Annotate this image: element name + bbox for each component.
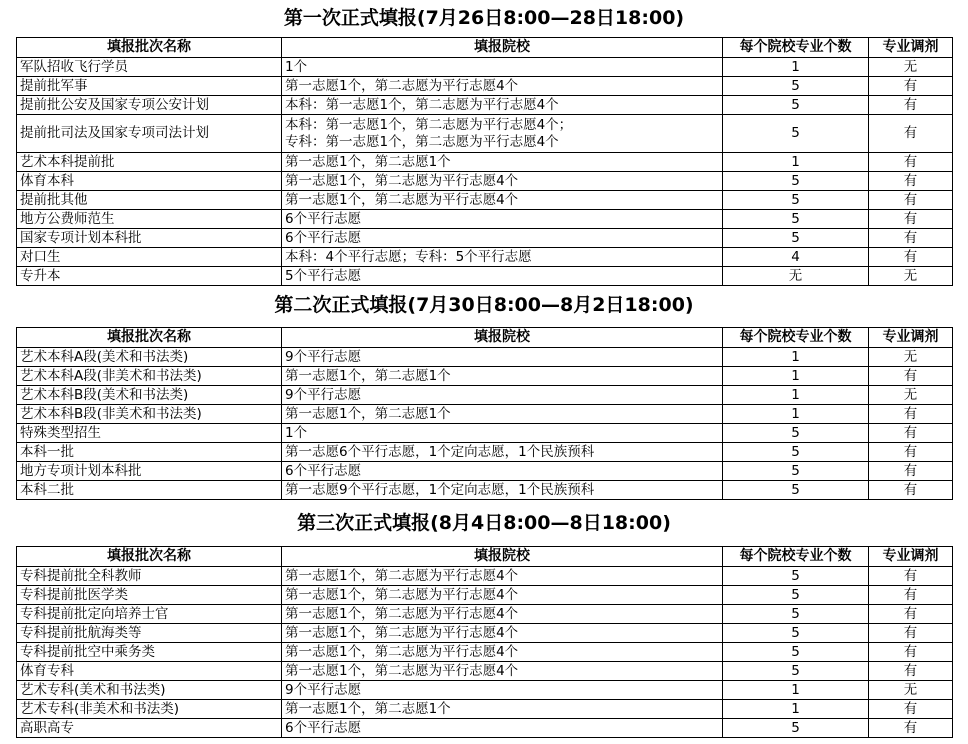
table-row [17,115,953,153]
cell-major-adjustment: 有 [869,191,953,210]
header-batch-name: 填报批次名称 [17,38,282,58]
cell-batch-name: 艺术本科A段(非美术和书法类) [17,367,282,386]
header-batch-name: 填报批次名称 [17,547,282,567]
section-2-table [16,327,953,500]
cell-schools: 本科：第一志愿1个，第二志愿为平行志愿4个 [282,96,723,115]
cell-batch-name: 地方专项计划本科批 [17,462,282,481]
header-major-adjustment: 专业调剂 [869,328,953,348]
header-schools: 填报院校 [282,328,723,348]
cell-schools: 本科：第一志愿1个，第二志愿为平行志愿4个； 专科：第一志愿1个，第二志愿为平行志愿4个 [282,115,723,153]
cell-schools: 第一志愿1个，第二志愿1个 [282,405,723,424]
table-row [17,624,953,643]
section-2-title: 第二次正式填报(7月30日8:00—8月2日18:00) [274,294,694,316]
cell-major-adjustment: 有 [869,700,953,719]
cell-schools: 9个平行志愿 [282,348,723,367]
cell-batch-name: 国家专项计划本科批 [17,229,282,248]
table-row [17,719,953,738]
cell-schools: 第一志愿1个，第二志愿为平行志愿4个 [282,643,723,662]
cell-major-adjustment: 有 [869,567,953,586]
header-major-adjustment: 专业调剂 [869,547,953,567]
section-1-title: 第一次正式填报(7月26日8:00—28日18:00) [283,7,685,29]
cell-major-adjustment: 有 [869,719,953,738]
cell-majors-per-school: 5 [723,481,869,500]
section-3-title: 第三次正式填报(8月4日8:00—8日18:00) [297,512,671,534]
header-schools: 填报院校 [282,547,723,567]
header-majors-per-school: 每个院校专业个数 [723,547,869,567]
cell-majors-per-school: 5 [723,115,869,153]
cell-batch-name: 体育专科 [17,662,282,681]
table-row [17,367,953,386]
cell-major-adjustment: 有 [869,77,953,96]
cell-major-adjustment: 有 [869,462,953,481]
cell-majors-per-school: 5 [723,719,869,738]
cell-schools: 第一志愿1个，第二志愿为平行志愿4个 [282,172,723,191]
cell-majors-per-school: 5 [723,462,869,481]
table-row [17,229,953,248]
cell-majors-per-school: 5 [723,643,869,662]
cell-batch-name: 特殊类型招生 [17,424,282,443]
cell-majors-per-school: 4 [723,248,869,267]
cell-majors-per-school: 5 [723,210,869,229]
header-majors-per-school: 每个院校专业个数 [723,328,869,348]
cell-majors-per-school: 5 [723,567,869,586]
header-batch-name: 填报批次名称 [17,328,282,348]
cell-schools: 9个平行志愿 [282,386,723,405]
cell-batch-name: 专科提前批全科教师 [17,567,282,586]
cell-batch-name: 军队招收飞行学员 [17,58,282,77]
cell-batch-name: 艺术专科(非美术和书法类) [17,700,282,719]
cell-batch-name: 艺术本科B段(美术和书法类) [17,386,282,405]
cell-major-adjustment: 有 [869,367,953,386]
cell-majors-per-school: 无 [723,267,869,286]
cell-schools: 5个平行志愿 [282,267,723,286]
header-major-adjustment: 专业调剂 [869,38,953,58]
cell-batch-name: 专科提前批医学类 [17,586,282,605]
cell-batch-name: 提前批司法及国家专项司法计划 [17,115,282,153]
cell-batch-name: 专升本 [17,267,282,286]
cell-schools: 1个 [282,424,723,443]
cell-batch-name: 体育本科 [17,172,282,191]
cell-batch-name: 对口生 [17,248,282,267]
table-row [17,153,953,172]
section-1-table [16,37,953,286]
cell-schools: 6个平行志愿 [282,462,723,481]
section-3-table [16,546,953,738]
cell-schools: 第一志愿1个，第二志愿为平行志愿4个 [282,662,723,681]
cell-batch-name: 高职高专 [17,719,282,738]
cell-majors-per-school: 5 [723,172,869,191]
header-row [17,328,953,348]
cell-major-adjustment: 有 [869,643,953,662]
cell-schools: 本科：4个平行志愿；专科：5个平行志愿 [282,248,723,267]
cell-batch-name: 艺术本科提前批 [17,153,282,172]
cell-schools: 1个 [282,58,723,77]
cell-major-adjustment: 有 [869,605,953,624]
cell-major-adjustment: 无 [869,348,953,367]
cell-batch-name: 地方公费师范生 [17,210,282,229]
table-row [17,481,953,500]
cell-major-adjustment: 无 [869,267,953,286]
cell-batch-name: 提前批其他 [17,191,282,210]
cell-major-adjustment: 有 [869,153,953,172]
cell-majors-per-school: 5 [723,605,869,624]
table-row [17,267,953,286]
cell-schools: 第一志愿1个，第二志愿为平行志愿4个 [282,191,723,210]
cell-batch-name: 提前批公安及国家专项公安计划 [17,96,282,115]
cell-major-adjustment: 有 [869,586,953,605]
table-row [17,210,953,229]
cell-major-adjustment: 有 [869,624,953,643]
table-row [17,567,953,586]
cell-schools: 第一志愿1个，第二志愿1个 [282,153,723,172]
cell-major-adjustment: 有 [869,172,953,191]
table-row [17,462,953,481]
cell-majors-per-school: 5 [723,424,869,443]
cell-major-adjustment: 有 [869,229,953,248]
table-row [17,58,953,77]
cell-schools: 6个平行志愿 [282,229,723,248]
table-row [17,643,953,662]
table-row [17,700,953,719]
cell-majors-per-school: 5 [723,191,869,210]
cell-batch-name: 艺术本科A段(美术和书法类) [17,348,282,367]
table-row [17,348,953,367]
cell-major-adjustment: 有 [869,481,953,500]
table-row [17,605,953,624]
cell-majors-per-school: 1 [723,367,869,386]
cell-majors-per-school: 1 [723,700,869,719]
table-row [17,172,953,191]
header-row [17,38,953,58]
cell-majors-per-school: 5 [723,96,869,115]
cell-majors-per-school: 1 [723,681,869,700]
cell-major-adjustment: 有 [869,96,953,115]
cell-major-adjustment: 有 [869,662,953,681]
cell-major-adjustment: 有 [869,405,953,424]
cell-majors-per-school: 1 [723,153,869,172]
table-row [17,443,953,462]
cell-schools: 第一志愿1个，第二志愿为平行志愿4个 [282,605,723,624]
cell-batch-name: 专科提前批空中乘务类 [17,643,282,662]
cell-majors-per-school: 5 [723,624,869,643]
cell-schools: 第一志愿1个，第二志愿为平行志愿4个 [282,624,723,643]
table-row [17,96,953,115]
cell-major-adjustment: 无 [869,681,953,700]
table-row [17,77,953,96]
cell-batch-name: 本科一批 [17,443,282,462]
cell-majors-per-school: 1 [723,405,869,424]
cell-batch-name: 提前批军事 [17,77,282,96]
cell-schools: 第一志愿1个，第二志愿为平行志愿4个 [282,77,723,96]
cell-majors-per-school: 1 [723,386,869,405]
header-schools: 填报院校 [282,38,723,58]
table-row [17,586,953,605]
cell-majors-per-school: 5 [723,77,869,96]
cell-major-adjustment: 无 [869,386,953,405]
cell-batch-name: 艺术专科(美术和书法类) [17,681,282,700]
cell-schools: 第一志愿6个平行志愿，1个定向志愿，1个民族预科 [282,443,723,462]
table-row [17,681,953,700]
cell-major-adjustment: 有 [869,424,953,443]
cell-major-adjustment: 有 [869,248,953,267]
table-row [17,424,953,443]
cell-schools: 第一志愿1个，第二志愿为平行志愿4个 [282,586,723,605]
cell-majors-per-school: 1 [723,348,869,367]
cell-major-adjustment: 有 [869,443,953,462]
cell-major-adjustment: 有 [869,115,953,153]
cell-batch-name: 艺术本科B段(非美术和书法类) [17,405,282,424]
cell-schools: 第一志愿1个，第二志愿为平行志愿4个 [282,567,723,586]
cell-majors-per-school: 5 [723,229,869,248]
cell-major-adjustment: 无 [869,58,953,77]
table-row [17,191,953,210]
cell-schools: 9个平行志愿 [282,681,723,700]
cell-majors-per-school: 5 [723,586,869,605]
cell-majors-per-school: 5 [723,443,869,462]
table-row [17,405,953,424]
cell-schools: 第一志愿1个，第二志愿1个 [282,700,723,719]
header-majors-per-school: 每个院校专业个数 [723,38,869,58]
cell-majors-per-school: 5 [723,662,869,681]
cell-schools: 6个平行志愿 [282,719,723,738]
cell-schools: 第一志愿9个平行志愿，1个定向志愿，1个民族预科 [282,481,723,500]
table-row [17,248,953,267]
cell-batch-name: 专科提前批定向培养士官 [17,605,282,624]
header-row [17,547,953,567]
cell-schools: 第一志愿1个，第二志愿1个 [282,367,723,386]
table-row [17,386,953,405]
cell-schools: 6个平行志愿 [282,210,723,229]
cell-majors-per-school: 1 [723,58,869,77]
cell-batch-name: 专科提前批航海类等 [17,624,282,643]
cell-major-adjustment: 有 [869,210,953,229]
cell-batch-name: 本科二批 [17,481,282,500]
table-row [17,662,953,681]
